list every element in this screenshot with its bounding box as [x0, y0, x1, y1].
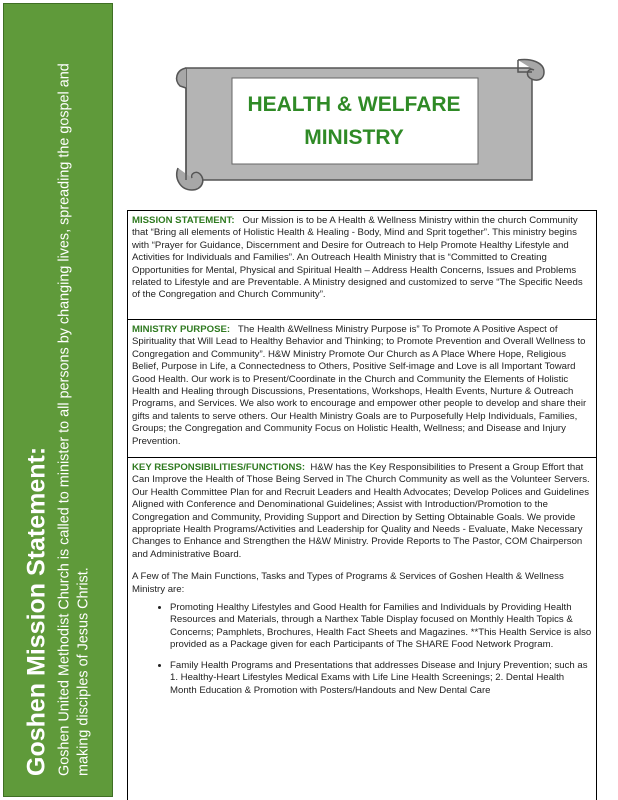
mission-text: Our Mission is to be A Health & Wellness Ministry within the church Community that “Bring all elements of Holistic Health & Healing - Body, Mind and Sprit together”. This ministry begins with “Prayer for Guidance, Discernment and Desire for Outreach to Help Promote Healthy Lifestyle and Activities for Individuals and Families”. An Outreach Health Ministry that is “Committed to Creating Opportunities for Mental, Physical and Spiritual Health – Address Health Concerns, Issues and Problems related to Lifestyle and are Preventable. A Ministry designed and customized to serve “The Specific Needs of the Congregation and Church Community”.	[132, 215, 583, 301]
ministry-purpose-box	[127, 319, 597, 457]
mission-label: MISSION STATEMENT:	[132, 215, 235, 226]
responsibilities-box	[127, 457, 597, 800]
scroll-banner	[172, 56, 546, 192]
mission-paragraph	[132, 215, 592, 302]
list-item: • Family Health Programs and Presentations that addresses Disease and Injury Prevention; such as 1. Healthy-Heart Lifestyles Medical Exams with Life Line Health Screenings; 2. Dental Health Month Education & Promotion with Posters/Handouts and New Dental Care	[170, 660, 592, 697]
sidebar-content	[23, 10, 94, 790]
mission-sidebar	[3, 3, 113, 797]
responsibilities-label: KEY RESPONSIBILITIES/FUNCTIONS:	[132, 462, 306, 473]
functions-list	[132, 602, 592, 697]
functions-intro: A Few of The Main Functions, Tasks and Types of Programs & Services of Goshen Health & Wellness Ministry are:	[132, 571, 564, 595]
banner-title-line1: HEALTH & WELFARE	[247, 93, 461, 116]
banner-title	[234, 88, 474, 154]
list-item: • Promoting Healthy Lifestyles and Good Health for Families and Individuals by Providing Health Resources and Materials, through a Narthex Table Display focused on Monthly Health Topics & Concerns; Pamphlets, Brochures, Health Fact Sheets and Magazines. **This Health Service is also provided as a Package given for each Participants of The SHARE Food Network Program.	[170, 602, 592, 652]
responsibilities-text: H&W has the Key Responsibilities to Present a Group Effort that Can Improve the Health of Those Being Served in The Church Community as well as the Volunteer Servers. Our Health Committee Plan for and Recruit Leaders and Health Advocates; Develop Polices and Guidelines Aligned with Conference and Denominational Guidelines; Assist with Introduction/Promotion to the Congregation and Community, Providing Support and Direction by Setting Obtainable Goals. We provide appropriate Health Programs/Activities and Leadership for Quality and Needs - Evaluate, Make Necessary Changes to Enhance and Strengthen the H&W Ministry. Provide Reports to The Pastor, COM Chairperson and Administrative Board.	[132, 462, 590, 560]
mission-statement-box	[127, 210, 597, 319]
sidebar-title: Goshen Mission Statement:	[22, 446, 51, 776]
banner-title-line2: MINISTRY	[304, 126, 404, 149]
purpose-label: MINISTRY PURPOSE:	[132, 324, 231, 335]
sidebar-mission-text: Goshen United Methodist Church is called to minister to all persons by changing lives, spreading the gospel and making disciples of Jesus Christ.	[56, 63, 92, 776]
purpose-text: The Health &Wellness Ministry Purpose is” To Promote A Positive Aspect of Spirituality that Will Lead to Healthy Behavior and Thinking; to Promote Prevention and Overall Wellness to Congregation and Community”. H&W Ministry Promote Our Church as A Place Where Hope, Religious Belief, Purpose in Life, a Connectedness to Others, Positive Self-image and Love is all Important Toward Good Health. Our work is to Present/Coordinate in the Church and Community the Elements of Holistic Health and Healing through Discussions, Presentations, Workshops, Health Events, Nurture & Outreach Programs, and Services. We also work to encourage and empower other people to develop and share their gifts and talents to serve others. Our Health Ministry Goals are to Purposefully Help Individuals, Families, Groups; the Congregation and Community Focus on Holistic Health, Wellness; and Disease and Injury Prevention.	[132, 324, 587, 447]
responsibilities-paragraph	[132, 462, 592, 561]
purpose-paragraph	[132, 324, 592, 448]
